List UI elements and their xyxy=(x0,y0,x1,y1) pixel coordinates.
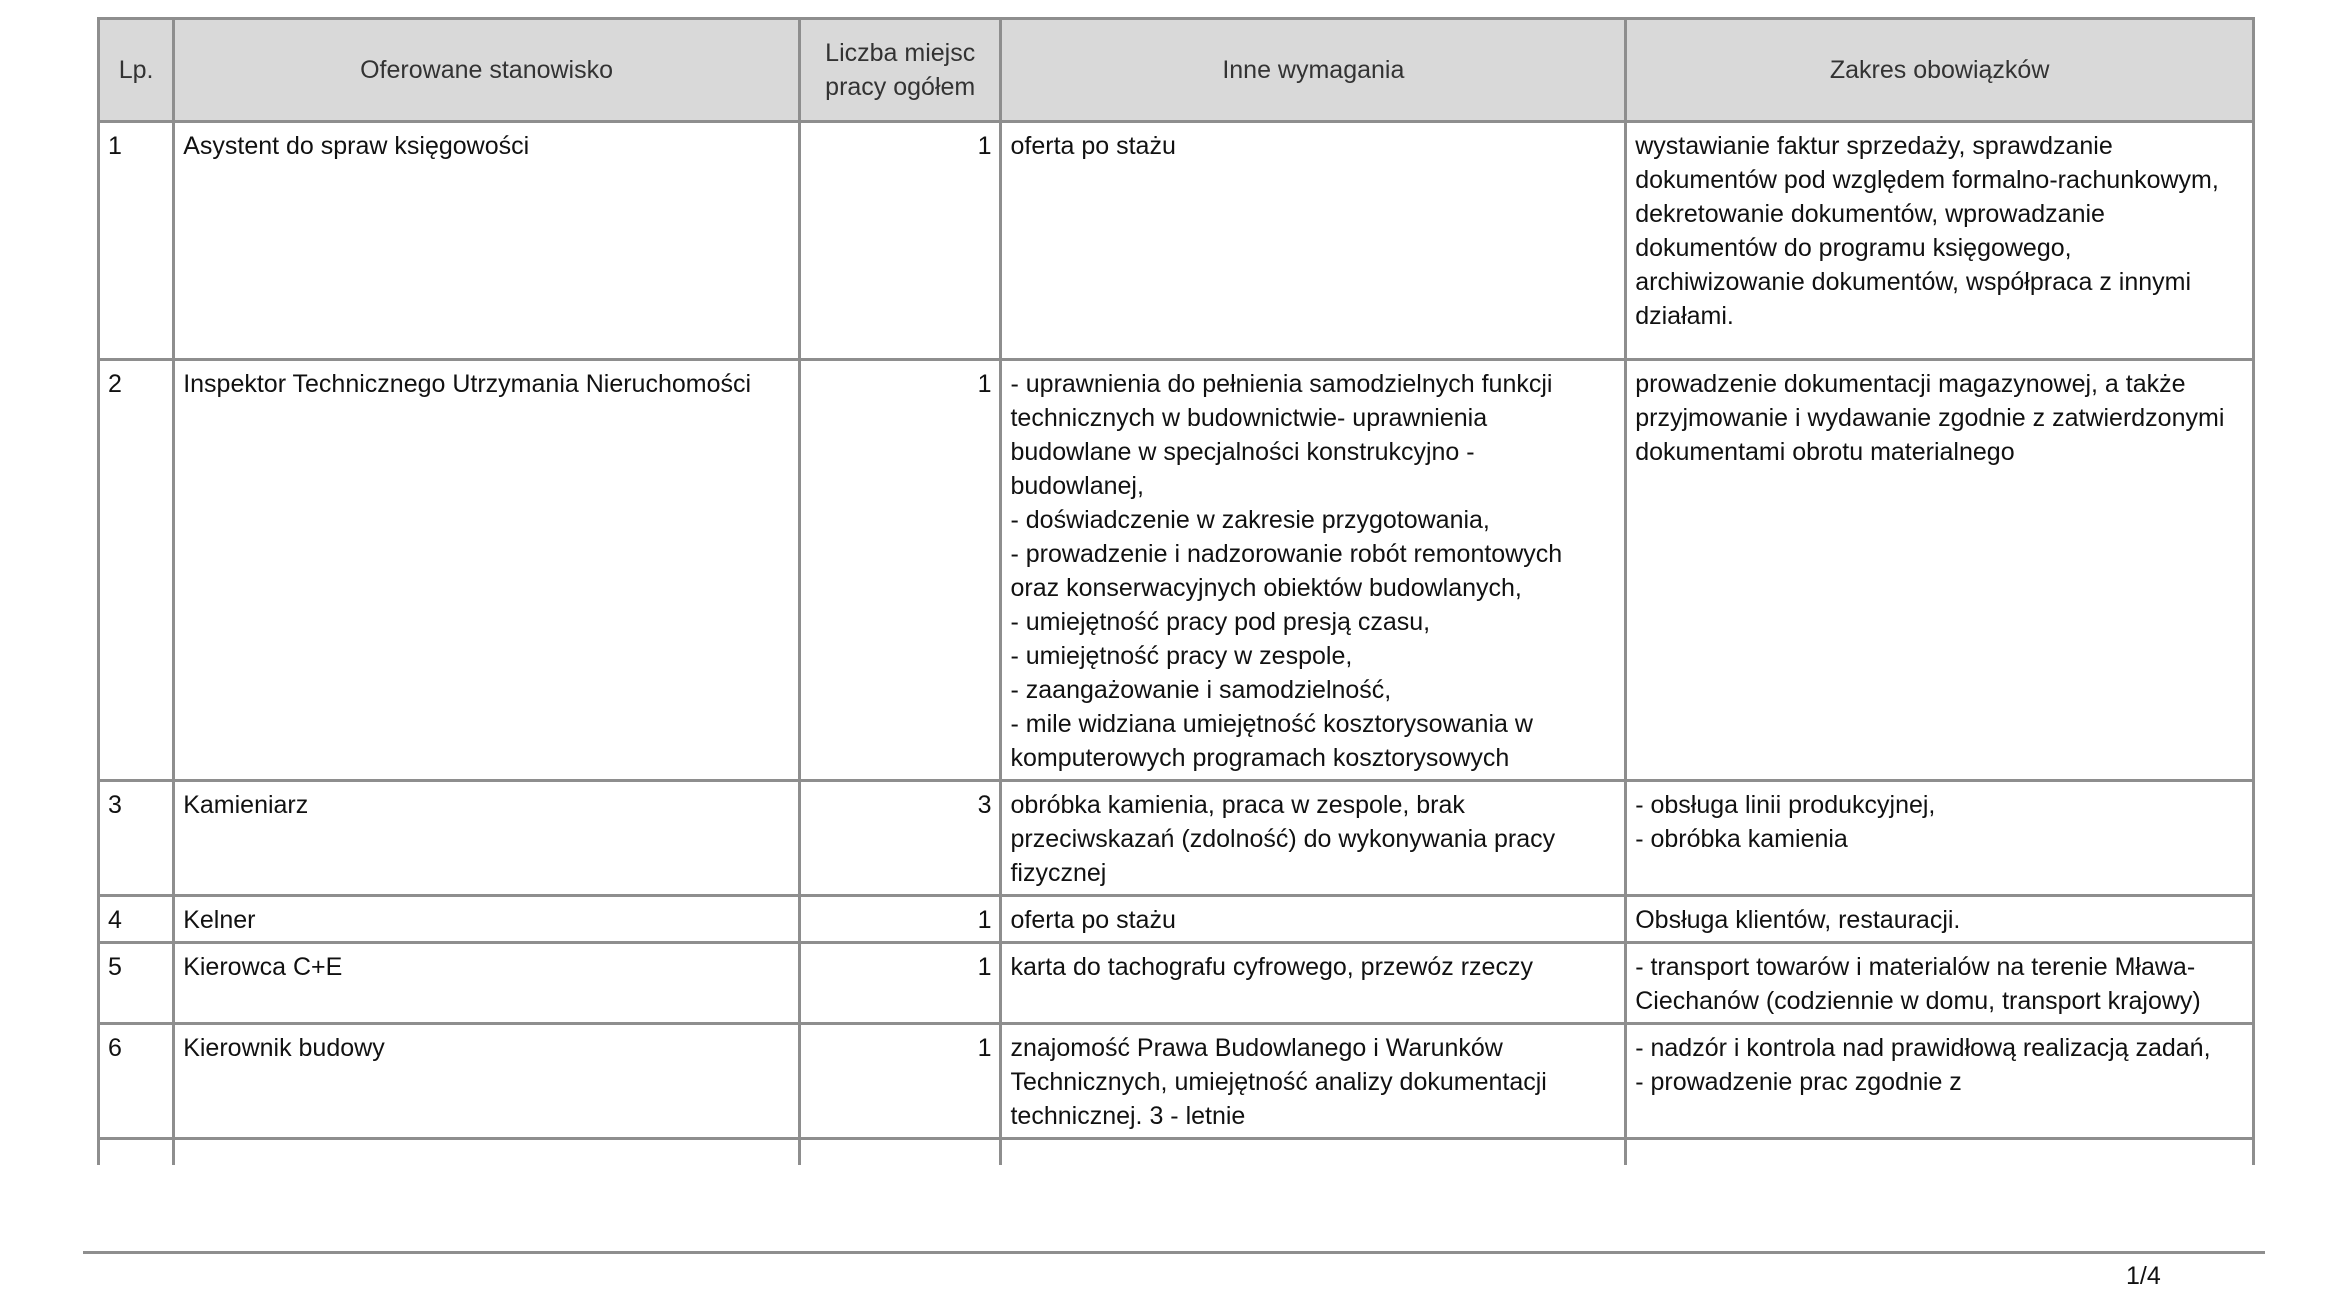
duty-line: Ciechanów (codziennie w domu, transport krajowy) xyxy=(1635,987,2201,1015)
cell-position xyxy=(174,122,800,360)
duty-line: dokumentów pod względem formalno-rachunkowym, xyxy=(1635,166,2219,194)
cell-duties xyxy=(1626,360,2254,781)
cell-lp: 5 xyxy=(99,943,174,1024)
cell-lp: 6 xyxy=(99,1024,174,1139)
header-places-line: pracy ogółem xyxy=(825,73,976,101)
cell-places: 1 xyxy=(799,1024,1001,1139)
cell-requirements xyxy=(1001,943,1626,1024)
header-places xyxy=(799,19,1001,122)
position-line: Kierownik budowy xyxy=(183,1034,385,1062)
cell-places: 1 xyxy=(799,896,1001,943)
requirement-line: fizycznej xyxy=(1010,859,1107,887)
cell-position xyxy=(174,360,800,781)
cell-lp: 3 xyxy=(99,781,174,896)
empty-cell xyxy=(1001,1139,1626,1165)
table-row xyxy=(99,122,2254,360)
duty-line: Obsługa klientów, restauracji. xyxy=(1635,906,1961,934)
table-row xyxy=(99,896,2254,943)
cell-lp: 4 xyxy=(99,896,174,943)
header-lp: Lp. xyxy=(99,19,174,122)
cell-places: 3 xyxy=(799,781,1001,896)
requirement-line: obróbka kamienia, praca w zespole, brak xyxy=(1010,791,1465,819)
duty-line: dokumentami obrotu materialnego xyxy=(1635,438,2015,466)
cell-places: 1 xyxy=(799,360,1001,781)
cell-requirements xyxy=(1001,1024,1626,1139)
requirement-line: - prowadzenie i nadzorowanie robót remontowych xyxy=(1010,540,1563,568)
requirement-line: oraz konserwacyjnych obiektów budowlanych, xyxy=(1010,574,1522,602)
duty-line: - prowadzenie prac zgodnie z xyxy=(1635,1068,1962,1096)
cell-places: 1 xyxy=(799,122,1001,360)
position-line: Kamieniarz xyxy=(183,791,309,819)
header-row xyxy=(99,19,2254,122)
empty-cell xyxy=(799,1139,1001,1165)
requirement-line: technicznych w budownictwie- uprawnienia xyxy=(1010,404,1488,432)
requirement-line: - umiejętność pracy pod presją czasu, xyxy=(1010,608,1431,636)
job-offers-table xyxy=(97,17,2255,1165)
table-header xyxy=(99,19,2254,122)
cell-duties xyxy=(1626,896,2254,943)
empty-cell xyxy=(1626,1139,2254,1165)
position-line: Inspektor Technicznego Utrzymania Nieruchomości xyxy=(183,370,752,398)
cell-position xyxy=(174,1024,800,1139)
cell-duties xyxy=(1626,122,2254,360)
header-places-line: Liczba miejsc xyxy=(825,39,976,67)
duty-line: dekretowanie dokumentów, wprowadzanie xyxy=(1635,200,2105,228)
table-row xyxy=(99,943,2254,1024)
requirement-line: karta do tachografu cyfrowego, przewóz rzeczy xyxy=(1010,953,1533,981)
duty-line: - nadzór i kontrola nad prawidłową realizacją zadań, xyxy=(1635,1034,2211,1062)
requirement-line: budowlanej, xyxy=(1010,472,1144,500)
cell-lp: 2 xyxy=(99,360,174,781)
requirement-line: budowlane w specjalności konstrukcyjno - xyxy=(1010,438,1475,466)
footer-divider xyxy=(83,1251,2265,1254)
cell-lp: 1 xyxy=(99,122,174,360)
duty-line: wystawianie faktur sprzedaży, sprawdzanie xyxy=(1635,132,2113,160)
header-duties: Zakres obowiązków xyxy=(1626,19,2254,122)
duty-line: archiwizowanie dokumentów, współpraca z innymi xyxy=(1635,268,2192,296)
requirement-line: Technicznych, umiejętność analizy dokumentacji xyxy=(1010,1068,1547,1096)
table-row xyxy=(99,781,2254,896)
duty-line: przyjmowanie i wydawanie zgodnie z zatwierdzonymi xyxy=(1635,404,2225,432)
table-body xyxy=(99,122,2254,1165)
header-position: Oferowane stanowisko xyxy=(174,19,800,122)
cell-duties xyxy=(1626,1024,2254,1139)
requirement-line: - uprawnienia do pełnienia samodzielnych funkcji xyxy=(1010,370,1553,398)
cell-duties xyxy=(1626,943,2254,1024)
cell-position xyxy=(174,943,800,1024)
cell-duties xyxy=(1626,781,2254,896)
empty-cell xyxy=(174,1139,800,1165)
requirement-line: przeciwskazań (zdolność) do wykonywania pracy xyxy=(1010,825,1556,853)
requirement-line: komputerowych programach kosztorysowych xyxy=(1010,744,1510,772)
cell-position xyxy=(174,896,800,943)
requirement-line: oferta po stażu xyxy=(1010,906,1176,934)
header-requirements: Inne wymagania xyxy=(1001,19,1626,122)
page-number: 1/4 xyxy=(2126,1262,2161,1290)
cell-requirements xyxy=(1001,360,1626,781)
duty-line: - transport towarów i materialów na terenie Mława- xyxy=(1635,953,2196,981)
duty-line: dokumentów do programu księgowego, xyxy=(1635,234,2072,262)
table-row xyxy=(99,360,2254,781)
position-line: Kierowca C+E xyxy=(183,953,343,981)
position-line: Asystent do spraw księgowości xyxy=(183,132,530,160)
duty-line: działami. xyxy=(1635,302,1734,330)
requirement-line: - umiejętność pracy w zespole, xyxy=(1010,642,1353,670)
position-line: Kelner xyxy=(183,906,256,934)
requirement-line: - doświadczenie w zakresie przygotowania, xyxy=(1010,506,1490,534)
cell-places: 1 xyxy=(799,943,1001,1024)
table-row xyxy=(99,1024,2254,1139)
empty-cell xyxy=(99,1139,174,1165)
table-row-partial xyxy=(99,1139,2254,1165)
requirement-line: oferta po stażu xyxy=(1010,132,1176,160)
cell-requirements xyxy=(1001,781,1626,896)
duty-line: - obróbka kamienia xyxy=(1635,825,1848,853)
cell-requirements xyxy=(1001,896,1626,943)
cell-requirements xyxy=(1001,122,1626,360)
requirement-line: technicznej. 3 - letnie xyxy=(1010,1102,1246,1130)
duty-line: - obsługa linii produkcyjnej, xyxy=(1635,791,1936,819)
duty-line: prowadzenie dokumentacji magazynowej, a także xyxy=(1635,370,2186,398)
requirement-line: - zaangażowanie i samodzielność, xyxy=(1010,676,1392,704)
requirement-line: - mile widziana umiejętność kosztorysowania w xyxy=(1010,710,1533,738)
requirement-line: znajomość Prawa Budowlanego i Warunków xyxy=(1010,1034,1503,1062)
cell-position xyxy=(174,781,800,896)
